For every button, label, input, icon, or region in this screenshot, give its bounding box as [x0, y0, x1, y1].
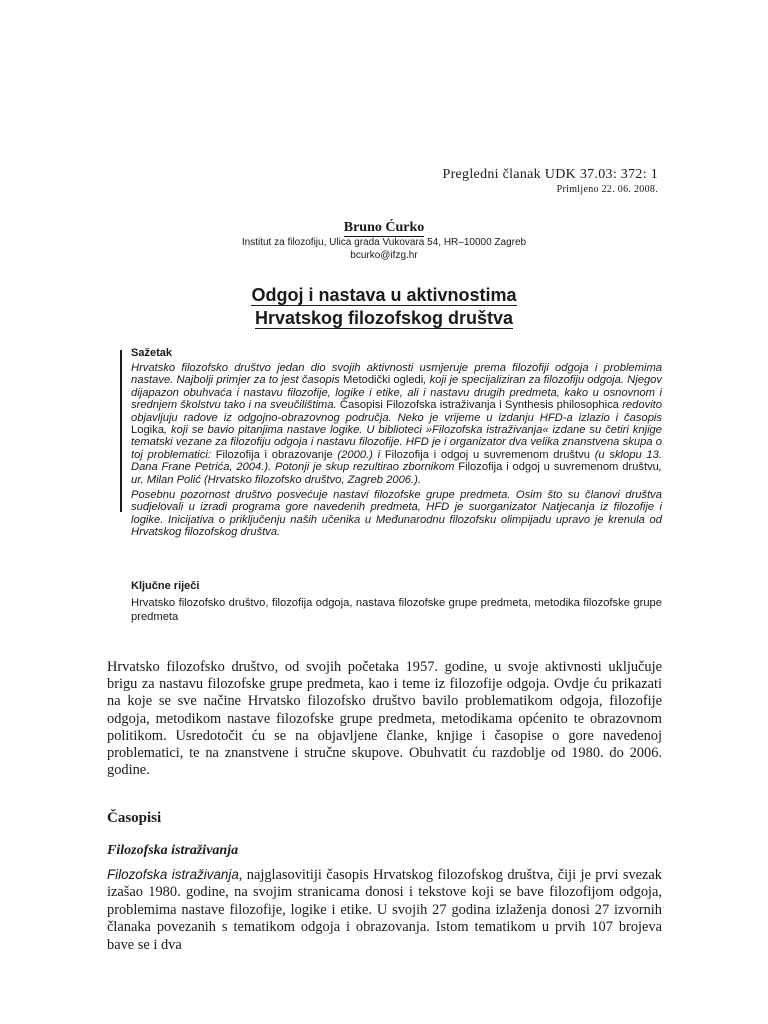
author-name: Bruno Ćurko	[343, 220, 425, 235]
abstract-paragraph-2: Posebnu pozornost društvo posvećuje nastavi filozofske grupe predmeta. Osim što su članovi društva sudjelovali u izradi programa gore navedenih predmeta, HFD je suorganizator Natjecanja iz filozofije i logike. Inicijativa o priključenju naših učenika u Međunarodnu filozofsku olimpijadu upravo je krenula od Hrvatskog filozofskog društva.	[131, 489, 662, 539]
article-title	[0, 284, 768, 330]
section-paragraph: Filozofska istraživanja, najglasovitiji časopis Hrvatskog filozofskog društva, čiji je prvi svezak izašao 1980. godine, na svojim stranicama donosi i tekstove koji se bave filozofijom odgoja, problemima nastave filozofije, logike i etike. U svojih 27 godina izlaženja donosi 27 izvornih članaka povezanih s tematikom odgoja i obrazovanja. Istom tematikom u prvih 107 brojeva bave se i dva	[107, 867, 662, 953]
article-classification: Pregledni članak UDK 37.03: 372: 1	[442, 167, 658, 182]
title-line-1: Odgoj i nastava u aktivnostima	[251, 285, 517, 305]
abstract-body	[131, 362, 662, 539]
keywords-heading: Ključne riječi	[131, 580, 200, 592]
author-affiliation: Institut za filozofiju, Ulica grada Vukovara 54, HR–10000 Zagreb	[241, 237, 527, 248]
keywords-text: Hrvatsko filozofsko društvo, filozofija odgoja, nastava filozofske grupe predmeta, metodika filozofske grupe predmeta	[131, 597, 662, 623]
abstract-heading: Sažetak	[131, 347, 172, 359]
abstract-margin-rule	[120, 350, 122, 512]
received-date: Primljeno 22. 06. 2008.	[556, 184, 658, 195]
author-email[interactable]: bcurko@ifzg.hr	[350, 250, 418, 261]
intro-paragraph: Hrvatsko filozofsko društvo, od svojih početaka 1957. godine, u svoje aktivnosti uključuje brigu za nastavu filozofske grupe predmeta, kao i teme iz filozofije odgoja. Ovdje ću prikazati na koje se sve načine Hrvatsko filozofsko društvo bavilo problematikom odgoja, filozofije odgoja, metodikom nastave filozofske grupe predmeta, metodikama općenito te obrazovnom politikom. Usredotočit ću se na objavljene članke, knjige i časopise o gore navedenoj problematici, te na znanstvene i stručne skupove. Obuhvatit ću razdoblje od 1980. do 2006. godine.	[107, 659, 662, 779]
section-heading: Časopisi	[107, 810, 162, 826]
title-line-2: Hrvatskog filozofskog društva	[254, 308, 514, 328]
subsection-heading: Filozofska istraživanja	[107, 843, 239, 858]
abstract-paragraph-1: Hrvatsko filozofsko društvo jedan dio svojih aktivnosti usmjeruje prema filozofiji odgoja i problemima nastave. Najbolji primjer za to jest časopis Metodički ogledi, koji je specijaliziran za filozofiju odgoja. Njegov dijapazon obuhvaća i nastavu filozofije, logike i etike, ali i nastavu drugih predmeta, kako u osnovnom i srednjem školstvu tako i na sveučilištima. Časopisi Filozofska istraživanja i Synthesis philosophica redovito objavljuju radove iz odgojno-obrazovnog područja. Neko je vrijeme u izdanju HFD-a izlazio i časopis Logika, koji se bavio pitanjima nastave logike. U biblioteci »Filozofska istraživanja« izdane su četiri knjige tematski vezane za filozofiju odgoja i nastavu filozofije. HFD je i organizator dva velika znanstvena skupa o toj problematici: Filozofija i obrazovanje (2000.) i Filozofija i odgoj u suvremenom društvu (u sklopu 13. Dana Frane Petrića, 2004.). Potonji je skup rezultirao zbornikom Filozofija i odgoj u suvremenom društvu, ur. Milan Polić (Hrvatsko filozofsko društvo, Zagreb 2006.).	[131, 362, 663, 486]
